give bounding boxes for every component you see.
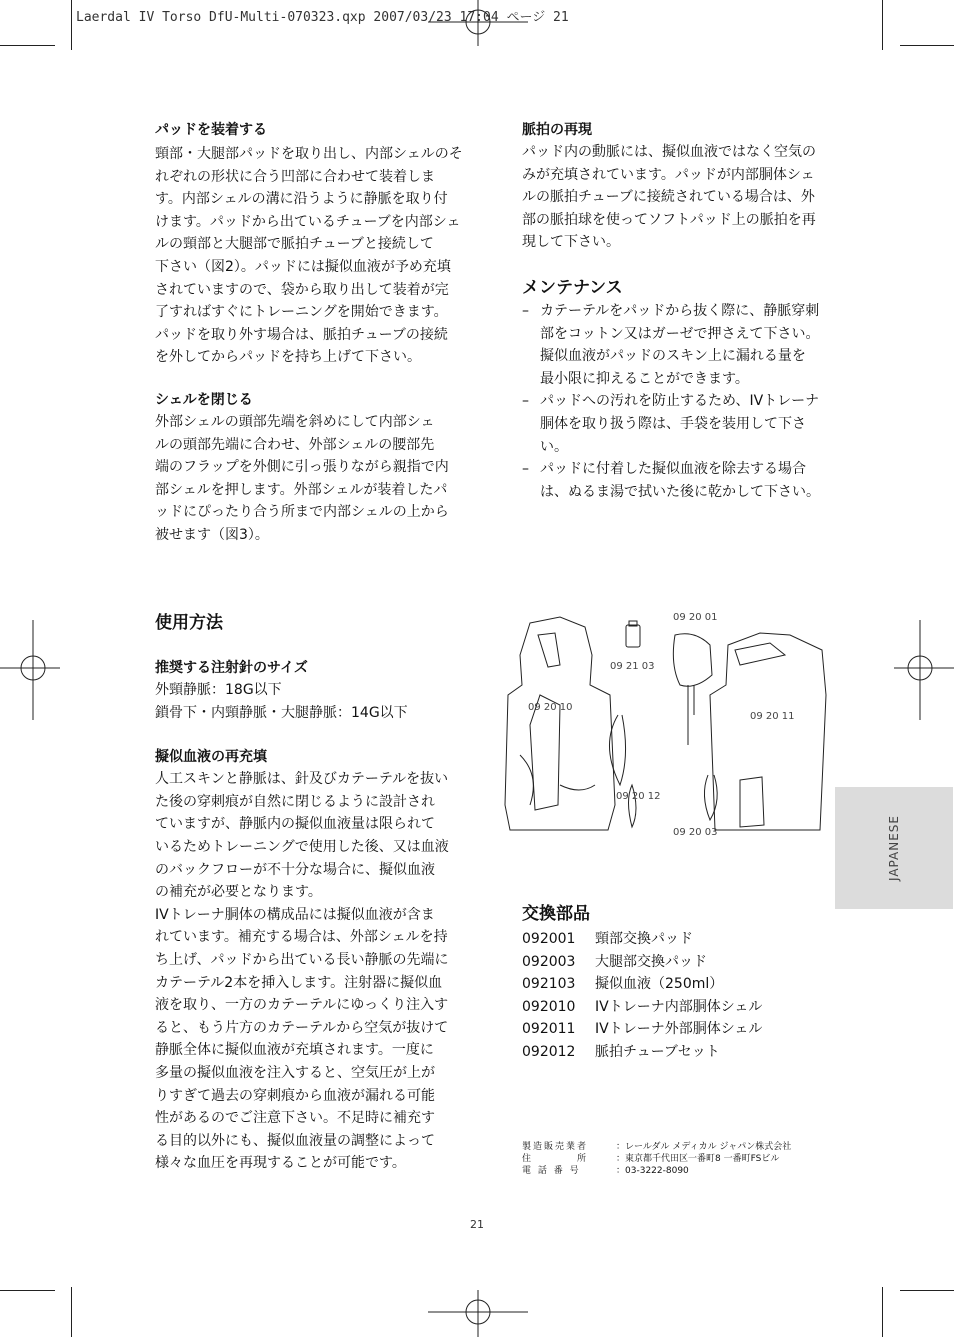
table-row: 092012 脈拍チューブセット	[522, 1043, 720, 1060]
needle-paragraph: 外頸静脈：18G以下 鎖骨下・内頸静脈・大腿静脈：14G以下	[155, 682, 408, 721]
page-number: 21	[470, 1218, 484, 1231]
table-row: 092103 擬似血液（250ml）	[522, 976, 724, 993]
left-column-bottom	[155, 611, 485, 1175]
table-row: 092001 頸部交換パッド	[522, 931, 693, 947]
list-item: – パッドへの汚れを防止するため、IVトレーナ 胴体を取り扱う際は、手袋を装用して下さ い。	[522, 393, 820, 455]
print-slug: Laerdal IV Torso DfU-Multi-070323.qxp 2007/03/23 17:04 ページ 21	[76, 10, 569, 25]
list-item: – パッドに付着した擬似血液を除去する場合 は、ぬるま湯で拭いた後に乾かして下さい。	[522, 461, 820, 500]
table-row: 092011 IVトレーナ外部胴体シェル	[522, 1021, 763, 1038]
distributor-info	[522, 1141, 791, 1177]
maintenance-list	[522, 300, 852, 503]
refill-paragraph: 人工スキンと静脈は、針及びカテーテルを抜い た後の穿刺痕が自然に閉じるように設計され ていますが、静脈内の擬似血液量は限られて いるためトレーニングで使用した後、又は血液 のバックフローが不十分な場合に、擬似血液 の補充が必要となります。 IVトレーナ胴体の構成品には擬似血液が含ま れています。補充する場合は、外部シェルを持 ち上げ、パッドから出ている長い静脈の先端に カテーテル2本を挿入します。注射器に擬似血 液を取り、一方のカテーテルにゆっくり注入す ると、もう片方のカテーテルから空気が抜けて 静脈全体に擬似血液が充填されます。一度に 多量の擬似血液を注入すると、空気圧が上が りすぎて過去の穿刺痕から血液が漏れる可能 性があるのでご注意下さい。不足時に補充す る目的以外にも、擬似血液量の調整によって 様々な血圧を再現することが可能です。	[155, 771, 449, 1172]
language-tab-label: JAPANESE	[887, 815, 901, 881]
label-092001: 09 20 01	[673, 612, 718, 623]
usage-heading: 使用方法	[155, 613, 223, 633]
replacement-parts	[522, 902, 822, 1064]
registration-mark-left	[0, 620, 60, 720]
femoral-pad	[740, 777, 764, 827]
parts-illustration	[500, 605, 840, 845]
contact-row: 電 話 番 号 ： 03-3222-8090	[522, 1166, 689, 1176]
registration-mark-top	[428, 0, 528, 46]
contact-row: 住 所 ： 東京都千代田区一番町8 一番町FSビル	[522, 1154, 780, 1164]
contact-row: 製造販売業者 ： レールダル メディカル ジャパン株式会社	[522, 1142, 792, 1152]
list-item: – カテーテルをパッドから抜く際に、静脈穿刺 部をコットン又はガーゼで押さえて下さい。 擬似血液がパッドのスキン上に漏れる量を 最小限に抑えることができます。	[522, 302, 820, 387]
pulse-paragraph: パッド内の動脈には、擬似血液ではなく空気の みが充填されています。パッドが内部胴体シェ ルの脈拍チューブに接続されている場合は、外 部の脈拍球を使ってソフトパッド上の脈拍を再 現して下さい。	[522, 144, 816, 251]
maintenance-heading: メンテナンス	[522, 277, 623, 298]
table-row: 092010 IVトレーナ内部胴体シェル	[522, 998, 763, 1015]
blood-bottle	[626, 625, 640, 647]
label-092011: 09 20 11	[750, 711, 795, 722]
language-tab	[835, 787, 953, 909]
pad-paragraph: 頸部・大腿部パッドを取り出し、内部シェルのそ れぞれの形状に合う凹部に合わせて装着しま す。内部シェルの溝に沿うように静脈を取り付 けます。パッドから出ているチューブを内部シェ ルの頸部と大腿部で脈拍チューブと接続して 下さい（図2）。パッドには擬似血液が予め充填 されていますので、袋から取り出して装着が完 了すればすぐにトレーニングを開始できます。 パッドを取り外す場合は、脈拍チューブの接続 を外してからパッドを持ち上げて下さい。	[155, 146, 463, 366]
neck-pad	[673, 634, 712, 687]
needle-heading: 推奨する注射針のサイズ	[155, 660, 308, 676]
label-092010: 09 20 10	[528, 702, 573, 713]
parts-heading: 交換部品	[522, 904, 590, 924]
label-092012: 09 20 12	[616, 791, 661, 802]
pulse-heading: 脈拍の再現	[522, 122, 592, 138]
shell-heading: シェルを閉じる	[155, 391, 253, 408]
pad-heading: パッドを装着する	[155, 122, 267, 138]
registration-mark-right	[894, 620, 954, 720]
registration-mark-bottom	[428, 1290, 528, 1337]
label-092003: 09 20 03	[673, 827, 718, 838]
label-092103: 09 21 03	[610, 661, 655, 672]
shell-paragraph: 外部シェルの頭部先端を斜めにして内部シェ ルの頭部先端に合わせ、外部シェルの腰部先 端のフラップを外側に引っ張りながら親指で内 部シェルを押します。外部シェルが装着したパ ッドにぴったり合う所まで内部シェルの上から 被せます（図3）。	[155, 413, 449, 543]
refill-heading: 擬似血液の再充填	[155, 749, 267, 766]
left-column-top	[155, 119, 485, 547]
right-column-top	[522, 119, 852, 503]
outer-torso-shell	[710, 633, 826, 830]
table-row: 092003 大腿部交換パッド	[522, 953, 707, 970]
